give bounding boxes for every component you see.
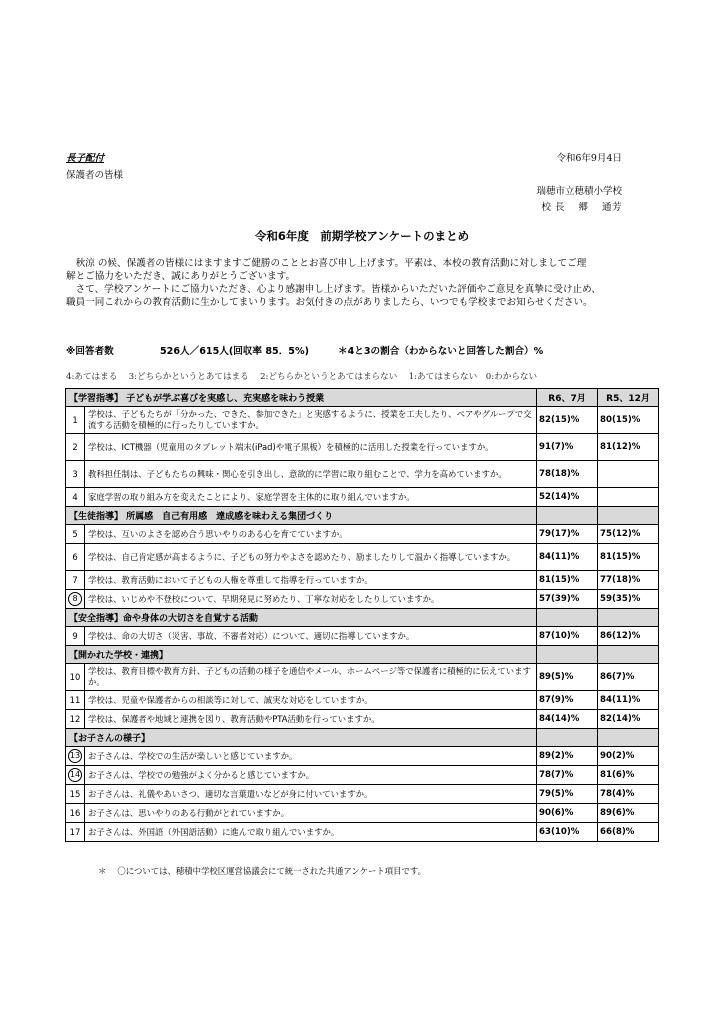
question-number-circled: 14 <box>68 768 82 782</box>
intro-line: さて、学校アンケートにご協力いただき、心より感謝申し上げます。皆様からいただいた評価やご意見を真摯に受け止め、 <box>66 284 601 295</box>
document-date: 令和6年9月4日 <box>556 153 622 164</box>
result-r6: 79(17)% <box>537 525 598 544</box>
question-number-circled: 13 <box>68 749 82 763</box>
question-number-cell <box>66 627 85 646</box>
result-r5: 89(6)% <box>598 804 659 823</box>
result-r6: 52(14)% <box>537 488 598 507</box>
section-title: 【安全指導】命や身体の大切さを自覚する活動 <box>66 609 537 627</box>
result-r6: 57(39)% <box>537 590 598 609</box>
result-r6: 87(10)% <box>537 627 598 646</box>
question-number: 3 <box>72 469 78 479</box>
result-r5: 82(14)% <box>598 710 659 729</box>
table-row <box>66 747 659 766</box>
result-r5: 75(12)% <box>598 525 659 544</box>
table-row <box>66 571 659 590</box>
result-r5: 81(15)% <box>598 544 659 571</box>
question-number: 6 <box>72 552 78 562</box>
question-number-cell <box>66 766 85 785</box>
table-row <box>66 525 659 544</box>
question-number-cell <box>66 434 85 461</box>
table-row <box>66 710 659 729</box>
table-row <box>66 823 659 842</box>
header-blank-cell <box>537 729 598 747</box>
result-r6: 78(7)% <box>537 766 598 785</box>
question-text: 教科担任制は、子どもたちの興味・関心を引き出し、意欲的に学習に取り組むことで、学力を高めていますか。 <box>85 461 537 488</box>
result-r6: 91(7)% <box>537 434 598 461</box>
question-text: 学校は、保護者や地域と連携を図り、教育活動やPTA活動を行っていますか。 <box>85 710 537 729</box>
intro-text <box>66 257 666 309</box>
question-number: 5 <box>72 529 78 539</box>
intro-line: 秋涼 の候、保護者の皆様にはますますご健勝のこととお喜び申し上げます。平素は、本校の教育活動に対しましてご理 <box>66 258 587 269</box>
question-number: 1 <box>72 415 78 425</box>
table-row <box>66 804 659 823</box>
header-blank-cell <box>537 507 598 525</box>
question-number: 12 <box>69 714 81 724</box>
result-r6: 84(11)% <box>537 544 598 571</box>
result-r5: 90(2)% <box>598 747 659 766</box>
section-header-row <box>66 507 659 525</box>
question-text: 学校は、自己肯定感が高まるように、子どもの努力やよさを認めたり、励ましたりして温かく指導していますか。 <box>85 544 537 571</box>
question-number-cell <box>66 488 85 507</box>
table-row <box>66 461 659 488</box>
table-row <box>66 544 659 571</box>
stats-label: ※回答者数 <box>66 346 114 357</box>
result-r5: 81(6)% <box>598 766 659 785</box>
question-number: 7 <box>72 575 78 585</box>
school-name: 瑞穂市立穂積小学校 <box>536 186 622 197</box>
table-row <box>66 627 659 646</box>
question-text: 学校は、ICT機器（児童用のタブレット端末(iPad)や電子黒板）を積極的に活用した授業を行っていますか。 <box>85 434 537 461</box>
result-r6: 89(2)% <box>537 747 598 766</box>
question-number: 11 <box>69 695 81 705</box>
table-row <box>66 590 659 609</box>
rating-legend: 4:あてはまる 3:どちらかというとあてはまる 2:どちらかというとあてはまらない 1:あてはまらない 0:わからない <box>66 372 538 382</box>
response-stats <box>66 343 543 357</box>
result-r6: 90(6)% <box>537 804 598 823</box>
question-text: 学校は、いじめや不登校について、早期発見に努めたり、丁寧な対応をしたりしていますか。 <box>85 590 537 609</box>
question-number-cell <box>66 544 85 571</box>
stats-note: ＊4と3の割合（わからないと回答した割合）% <box>338 346 544 357</box>
stats-value: 526人／615人(回収率 85．5%) <box>160 346 309 357</box>
result-r6: 82(15)% <box>537 407 598 434</box>
distribution-note: 長子配付 <box>66 153 105 164</box>
question-text: 学校は、子どもたちが「分かった、できた、参加できた」と実感するように、授業を工夫したり、ペアやグループで交流する活動を積極的に行ったりしていますか。 <box>85 407 537 434</box>
result-r6: 63(10)% <box>537 823 598 842</box>
question-number: 15 <box>69 789 81 799</box>
intro-line: 職員一同これからの教育活動に生かしてまいります。お気付きの点がありましたら、いつでも学校までお知らせください。 <box>66 297 593 308</box>
table-row <box>66 785 659 804</box>
survey-results-table <box>65 388 659 842</box>
question-text: 学校は、互いのよさを認め合う思いやりのある心を育てていますか。 <box>85 525 537 544</box>
table-row <box>66 488 659 507</box>
section-title: 【お子さんの様子】 <box>66 729 537 747</box>
result-r6: 87(9)% <box>537 691 598 710</box>
header-blank-cell <box>598 507 659 525</box>
question-text: お子さんは、礼儀やあいさつ、適切な言葉遣いなどが身に付いていますか。 <box>85 785 537 804</box>
result-r5: 84(11)% <box>598 691 659 710</box>
question-number-circled: 8 <box>68 592 82 606</box>
question-text: 学校は、命の大切さ（災害、事故、不審者対応）について、適切に指導していますか。 <box>85 627 537 646</box>
table-row <box>66 434 659 461</box>
table-row <box>66 766 659 785</box>
result-r6: 79(5)% <box>537 785 598 804</box>
intro-line: 解とご協力をいただき、誠にありがとうございます。 <box>66 271 296 282</box>
section-header-row <box>66 729 659 747</box>
result-r6: 89(5)% <box>537 664 598 691</box>
question-number: 2 <box>72 442 78 452</box>
result-r5: 77(18)% <box>598 571 659 590</box>
column-header-r5: R5、12月 <box>598 389 659 407</box>
question-text: 学校は、教育活動において子どもの人権を尊重して指導を行っていますか。 <box>85 571 537 590</box>
question-number: 16 <box>69 808 81 818</box>
question-number-cell <box>66 691 85 710</box>
question-number-cell <box>66 710 85 729</box>
question-number-cell <box>66 823 85 842</box>
question-number-cell <box>66 461 85 488</box>
page-title: 令和6年度 前期学校アンケートのまとめ <box>254 229 470 243</box>
result-r6: 84(14)% <box>537 710 598 729</box>
section-header-row <box>66 389 659 407</box>
result-r5: 86(7)% <box>598 664 659 691</box>
recipient: 保護者の皆様 <box>66 170 124 181</box>
question-text: 家庭学習の取り組み方を変えたことにより、家庭学習を主体的に取り組んでいますか。 <box>85 488 537 507</box>
question-number-cell <box>66 571 85 590</box>
header-blank-cell <box>598 646 659 664</box>
table-row <box>66 664 659 691</box>
result-r5: 81(12)% <box>598 434 659 461</box>
question-number-cell <box>66 804 85 823</box>
result-r6: 81(15)% <box>537 571 598 590</box>
question-number-cell <box>66 747 85 766</box>
principal-name: 校 長 郷 通芳 <box>541 202 622 213</box>
question-text: お子さんは、思いやりのある行動がとれていますか。 <box>85 804 537 823</box>
question-number-cell <box>66 785 85 804</box>
question-text: お子さんは、学校での勉強がよく分かると感じていますか。 <box>85 766 537 785</box>
question-number: 10 <box>69 672 81 682</box>
result-r5: 66(8)% <box>598 823 659 842</box>
question-number-cell <box>66 590 85 609</box>
question-text: 学校は、教育目標や教育方針、子どもの活動の様子を通信やメール、ホームページ等で保護者に積極的に伝えていますか。 <box>85 664 537 691</box>
footnote: ＊ 〇については、穂積中学校区運営協議会にて統一された共通アンケート項目です。 <box>98 866 426 876</box>
question-number-cell <box>66 664 85 691</box>
result-r5 <box>598 488 659 507</box>
question-number-cell <box>66 525 85 544</box>
table-row <box>66 407 659 434</box>
question-text: お子さんは、学校での生活が楽しいと感じていますか。 <box>85 747 537 766</box>
question-number: 17 <box>69 827 81 837</box>
question-number: 9 <box>72 631 78 641</box>
section-header-row <box>66 609 659 627</box>
result-r5: 80(15)% <box>598 407 659 434</box>
header-blank-cell <box>537 646 598 664</box>
header-blank-cell <box>537 609 598 627</box>
question-text: お子さんは、外国語（外国語活動）に進んで取り組んでいますか。 <box>85 823 537 842</box>
header-blank-cell <box>598 609 659 627</box>
section-header-row <box>66 646 659 664</box>
section-title: 【生徒指導】 所属感 自己有用感 達成感を味わえる集団づくり <box>66 507 537 525</box>
result-r5: 78(4)% <box>598 785 659 804</box>
result-r5: 59(35)% <box>598 590 659 609</box>
section-title: 【開かれた学校・連携】 <box>66 646 537 664</box>
result-r5: 86(12)% <box>598 627 659 646</box>
result-r5 <box>598 461 659 488</box>
question-number-cell <box>66 407 85 434</box>
question-text: 学校は、児童や保護者からの相談等に対して、誠実な対応をしていますか。 <box>85 691 537 710</box>
table-row <box>66 691 659 710</box>
question-number: 4 <box>72 492 78 502</box>
column-header-r6: R6、7月 <box>537 389 598 407</box>
header-blank-cell <box>598 729 659 747</box>
section-title: 【学習指導】 子どもが学ぶ喜びを実感し、充実感を味わう授業 <box>66 389 537 407</box>
result-r6: 78(18)% <box>537 461 598 488</box>
